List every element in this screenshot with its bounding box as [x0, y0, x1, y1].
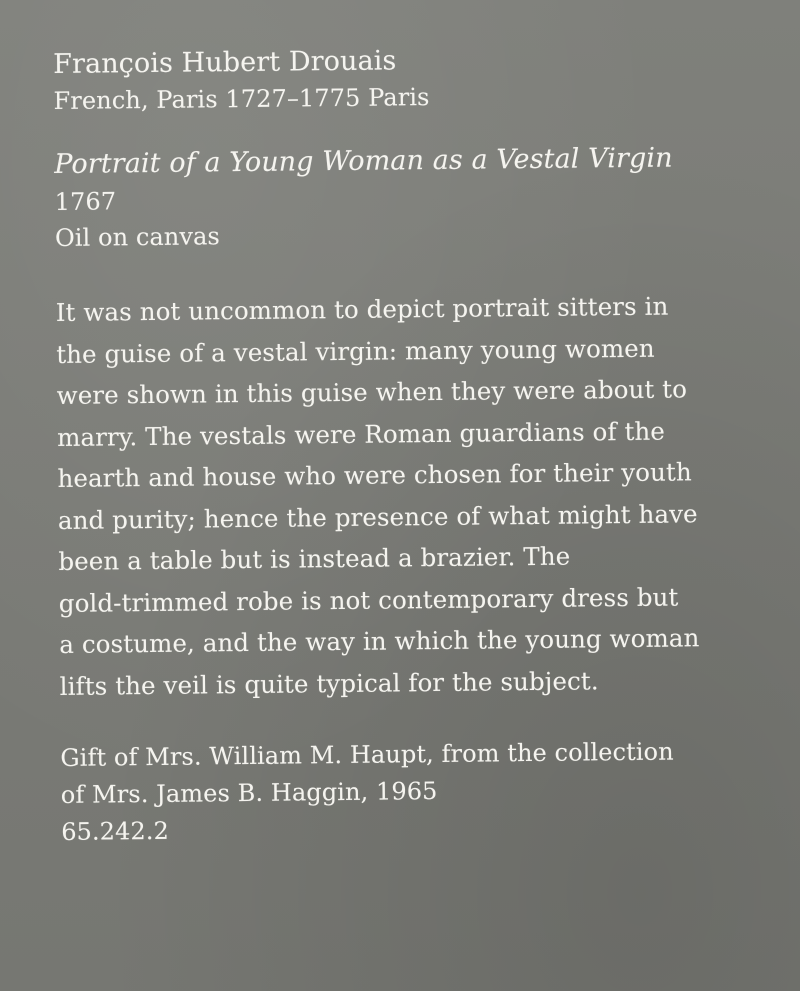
- credit-line: [60, 732, 781, 851]
- description-line: been a table but is instead a brazier. The: [58, 541, 571, 576]
- artist-nationality-dates: French, Paris 1727–1775 Paris: [53, 83, 430, 115]
- artwork-title: Portrait of a Young Woman as a Vestal Virgin: [54, 142, 673, 180]
- artist-name: François Hubert Drouais: [53, 45, 397, 80]
- credit-text: Gift of Mrs. William M. Haupt, from the collection: [60, 737, 674, 772]
- artwork-medium: Oil on canvas: [54, 222, 221, 252]
- description-line: lifts the veil is quite typical for the subject.: [59, 665, 599, 701]
- description-line: It was not uncommon to depict portrait sitters in: [55, 291, 669, 327]
- description-line: the guise of a vestal virgin: many young women: [56, 333, 655, 369]
- artwork-description: [56, 284, 780, 707]
- description-line: gold-trimmed robe is not contemporary dress but: [58, 581, 679, 618]
- description-line: and purity; hence the presence of what might have: [57, 498, 698, 535]
- museum-label: [53, 38, 781, 850]
- credit-text: of Mrs. James B. Haggin, 1965: [60, 777, 438, 809]
- description-line: a costume, and the way in which the young woman: [59, 623, 700, 659]
- description-line: hearth and house who were chosen for their youth: [57, 457, 692, 493]
- description-line: marry. The vestals were Roman guardians of the: [56, 416, 666, 452]
- accession-number: 65.242.2: [61, 816, 170, 846]
- description-line: were shown in this guise when they were about to: [56, 374, 688, 410]
- artwork-date: 1767: [54, 187, 117, 216]
